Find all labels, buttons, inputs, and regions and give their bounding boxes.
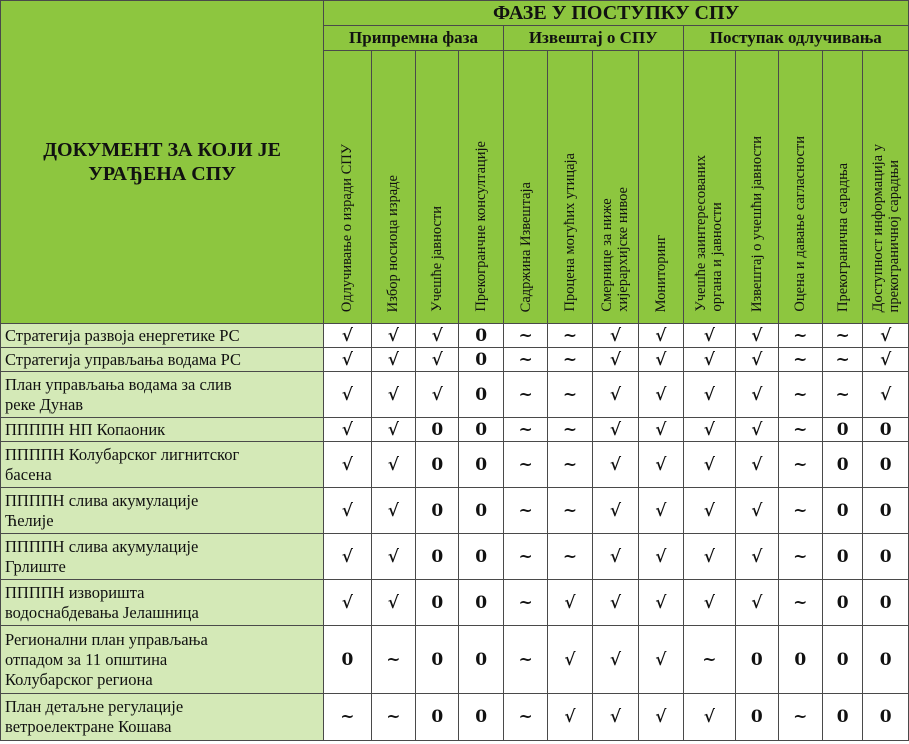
status-cell: √ xyxy=(639,348,683,372)
table-row xyxy=(1,442,909,488)
document-name-line: План управљања водама за слив xyxy=(5,374,232,394)
status-cell: √ xyxy=(324,372,371,418)
status-cell: 0 xyxy=(459,372,503,418)
column-header xyxy=(592,51,638,324)
status-cell: 0 xyxy=(778,626,822,694)
status-cell: √ xyxy=(371,348,415,372)
status-cell: 0 xyxy=(459,488,503,534)
column-header xyxy=(778,51,822,324)
column-header xyxy=(503,51,547,324)
column-header-line: Прекогранична сарадња xyxy=(834,162,851,312)
column-header-line: Смернице за ниже xyxy=(599,198,616,312)
status-cell: √ xyxy=(592,580,638,626)
status-cell: 0 xyxy=(822,626,862,694)
status-cell: 0 xyxy=(416,534,459,580)
status-cell: √ xyxy=(683,372,736,418)
status-cell: √ xyxy=(639,488,683,534)
status-cell: √ xyxy=(371,442,415,488)
status-cell: ~ xyxy=(503,418,547,442)
document-name xyxy=(1,324,324,348)
document-name-line: Регионални план управљања xyxy=(5,629,208,649)
status-cell: 0 xyxy=(863,442,909,488)
document-name-line: ветроелектране Кошава xyxy=(5,717,172,736)
status-cell: ~ xyxy=(778,372,822,418)
status-cell: 0 xyxy=(822,442,862,488)
column-header-line: Прекогранчне консултације xyxy=(473,141,490,312)
status-cell: ~ xyxy=(503,534,547,580)
status-cell: 0 xyxy=(416,580,459,626)
column-header xyxy=(822,51,862,324)
status-cell: 0 xyxy=(416,418,459,442)
status-cell: 0 xyxy=(324,626,371,694)
column-header-label xyxy=(385,167,401,318)
document-name xyxy=(1,348,324,372)
status-cell: √ xyxy=(371,580,415,626)
status-cell: √ xyxy=(683,348,736,372)
status-cell: √ xyxy=(548,694,592,741)
status-cell: √ xyxy=(371,488,415,534)
status-cell: ~ xyxy=(548,418,592,442)
table-row xyxy=(1,488,909,534)
column-header-label xyxy=(473,133,489,318)
document-name-line: ППППН слива акумулације xyxy=(5,536,199,556)
table-row xyxy=(1,534,909,580)
status-cell: √ xyxy=(736,372,778,418)
status-cell: √ xyxy=(592,418,638,442)
status-cell: 0 xyxy=(736,626,778,694)
status-cell: ~ xyxy=(822,324,862,348)
table-row xyxy=(1,626,909,694)
status-cell: 0 xyxy=(863,580,909,626)
column-header-label xyxy=(562,145,578,318)
status-cell: 0 xyxy=(736,694,778,741)
document-name-line: басена xyxy=(5,464,52,484)
column-header-label xyxy=(339,136,355,318)
status-cell: ~ xyxy=(548,348,592,372)
status-cell: √ xyxy=(736,534,778,580)
column-header-label xyxy=(749,128,765,318)
column-header-line: Избор носиоца израде xyxy=(385,174,402,312)
status-cell: √ xyxy=(416,324,459,348)
status-cell: √ xyxy=(736,488,778,534)
status-cell: 0 xyxy=(863,488,909,534)
status-cell: √ xyxy=(639,626,683,694)
status-cell: √ xyxy=(548,580,592,626)
status-cell: 0 xyxy=(822,694,862,741)
status-cell: ~ xyxy=(371,626,415,694)
column-header-line: Извештај о учешћи јавности xyxy=(748,135,765,312)
status-cell: ~ xyxy=(778,348,822,372)
status-cell: 0 xyxy=(863,418,909,442)
status-cell: ~ xyxy=(503,580,547,626)
status-cell: √ xyxy=(639,694,683,741)
column-header xyxy=(683,51,736,324)
status-cell: √ xyxy=(371,418,415,442)
column-header xyxy=(639,51,683,324)
document-name-line: ППППН слива акумулације xyxy=(5,490,199,510)
document-name-line: ППППН изворишта xyxy=(5,582,145,602)
status-cell: √ xyxy=(371,534,415,580)
status-cell: 0 xyxy=(822,488,862,534)
status-cell: 0 xyxy=(459,626,503,694)
status-cell: √ xyxy=(324,534,371,580)
table-row xyxy=(1,418,909,442)
document-name xyxy=(1,580,324,626)
status-cell: √ xyxy=(863,348,909,372)
column-header-label xyxy=(429,198,445,318)
table-row xyxy=(1,324,909,348)
status-cell: √ xyxy=(683,324,736,348)
document-name-line: Стратегија управљања водама РС xyxy=(5,349,241,369)
column-header-label xyxy=(599,179,631,318)
status-cell: ~ xyxy=(503,324,547,348)
status-cell: 0 xyxy=(459,324,503,348)
status-cell: 0 xyxy=(459,418,503,442)
document-name xyxy=(1,694,324,741)
status-cell: ~ xyxy=(548,372,592,418)
status-cell: 0 xyxy=(822,580,862,626)
status-cell: 0 xyxy=(416,626,459,694)
status-cell: ~ xyxy=(503,442,547,488)
column-header xyxy=(324,51,371,324)
status-cell: 0 xyxy=(416,442,459,488)
column-header-line: Процена могућих утицаја xyxy=(562,153,579,312)
status-cell: √ xyxy=(592,372,638,418)
document-name xyxy=(1,626,324,694)
document-name-line: отпадом за 11 општина xyxy=(5,649,168,669)
status-cell: √ xyxy=(371,324,415,348)
document-column-header: ДОКУМЕНТ ЗА КОЈИ ЈЕ УРАЂЕНА СПУ xyxy=(1,1,324,324)
status-cell: ~ xyxy=(548,442,592,488)
status-cell: ~ xyxy=(778,694,822,741)
status-cell: 0 xyxy=(459,442,503,488)
column-header-label xyxy=(835,155,851,318)
document-name xyxy=(1,372,324,418)
status-cell: √ xyxy=(639,442,683,488)
status-cell: √ xyxy=(371,372,415,418)
status-cell: ~ xyxy=(822,372,862,418)
status-cell: 0 xyxy=(863,626,909,694)
table-row xyxy=(1,348,909,372)
status-cell: ~ xyxy=(548,488,592,534)
status-cell: √ xyxy=(324,442,371,488)
status-cell: ~ xyxy=(778,324,822,348)
column-header xyxy=(459,51,503,324)
status-cell: √ xyxy=(639,324,683,348)
table-row xyxy=(1,372,909,418)
documents-body xyxy=(1,324,909,741)
column-header-label xyxy=(870,136,902,318)
document-name-line: План детаљне регулације xyxy=(5,697,184,716)
document-name-line: ППППН Колубарског лигнитског xyxy=(5,444,240,464)
column-header xyxy=(548,51,592,324)
status-cell: ~ xyxy=(503,348,547,372)
status-cell: 0 xyxy=(822,418,862,442)
status-cell: ~ xyxy=(324,694,371,741)
status-cell: √ xyxy=(736,580,778,626)
status-cell: √ xyxy=(592,348,638,372)
table-row xyxy=(1,580,909,626)
status-cell: ~ xyxy=(778,418,822,442)
status-cell: 0 xyxy=(459,348,503,372)
status-cell: √ xyxy=(639,534,683,580)
status-cell: ~ xyxy=(778,580,822,626)
status-cell: 0 xyxy=(459,534,503,580)
status-cell: √ xyxy=(736,418,778,442)
status-cell: 0 xyxy=(822,534,862,580)
status-cell: 0 xyxy=(863,694,909,741)
phases-title: ФАЗЕ У ПОСТУПКУ СПУ xyxy=(324,1,909,26)
status-cell: √ xyxy=(863,324,909,348)
column-header-label xyxy=(792,128,808,318)
document-name xyxy=(1,442,324,488)
column-header-line: Одлучивање о изради СПУ xyxy=(339,143,356,312)
column-header-line: хијерархијске нивое xyxy=(615,187,632,312)
column-header-line: прекограничној сарадњи xyxy=(885,159,902,312)
status-cell: ~ xyxy=(683,626,736,694)
status-cell: ~ xyxy=(503,488,547,534)
document-name-line: реке Дунав xyxy=(5,394,84,414)
status-cell: √ xyxy=(736,442,778,488)
status-cell: √ xyxy=(592,534,638,580)
document-name-line: Стратегија развоја енергетике РС xyxy=(5,325,240,345)
status-cell: √ xyxy=(324,580,371,626)
status-cell: √ xyxy=(683,418,736,442)
status-cell: 0 xyxy=(416,694,459,741)
status-cell: ~ xyxy=(778,488,822,534)
status-cell: √ xyxy=(592,324,638,348)
document-name xyxy=(1,488,324,534)
status-cell: √ xyxy=(592,488,638,534)
status-cell: ~ xyxy=(778,442,822,488)
status-cell: √ xyxy=(639,418,683,442)
status-cell: ~ xyxy=(503,694,547,741)
status-cell: √ xyxy=(639,580,683,626)
document-name-line: ППППН НП Копаоник xyxy=(5,419,166,439)
table-row xyxy=(1,694,909,741)
document-name-line: Колубарског региона xyxy=(5,669,153,689)
column-header xyxy=(736,51,778,324)
status-cell: 0 xyxy=(416,488,459,534)
column-header-line: Доступност информација у xyxy=(869,143,886,312)
column-header xyxy=(371,51,415,324)
status-cell: √ xyxy=(863,372,909,418)
status-cell: ~ xyxy=(548,534,592,580)
status-cell: ~ xyxy=(778,534,822,580)
column-header-label xyxy=(693,147,725,318)
document-name xyxy=(1,418,324,442)
phase-group-header: Припремна фаза xyxy=(324,26,504,51)
status-cell: √ xyxy=(683,534,736,580)
status-cell: √ xyxy=(683,488,736,534)
status-cell: √ xyxy=(324,324,371,348)
column-header-line: Учешће заинтересованих xyxy=(693,155,710,312)
status-cell: ~ xyxy=(822,348,862,372)
document-name xyxy=(1,534,324,580)
status-cell: √ xyxy=(683,580,736,626)
status-cell: √ xyxy=(683,694,736,741)
document-name-line: Грлиште xyxy=(5,556,66,576)
status-cell: √ xyxy=(592,442,638,488)
status-cell: 0 xyxy=(459,580,503,626)
status-cell: ~ xyxy=(371,694,415,741)
document-name-line: водоснабдевања Јелашница xyxy=(5,602,199,622)
column-header-line: Оцена и давање сагласности xyxy=(792,136,809,312)
status-cell: 0 xyxy=(863,534,909,580)
column-header-label xyxy=(518,174,534,318)
column-header-label xyxy=(653,227,669,318)
status-cell: √ xyxy=(639,372,683,418)
column-header-line: Садржина Извештаја xyxy=(517,181,534,312)
status-cell: √ xyxy=(683,442,736,488)
column-header xyxy=(863,51,909,324)
status-cell: √ xyxy=(416,348,459,372)
status-cell: ~ xyxy=(548,324,592,348)
status-cell: √ xyxy=(324,348,371,372)
column-header-line: Учешће јавности xyxy=(429,206,446,312)
column-header-line: Мониторинг xyxy=(652,234,669,312)
status-cell: √ xyxy=(548,626,592,694)
phase-group-header: Извештај о СПУ xyxy=(503,26,683,51)
column-header-line: органа и јавности xyxy=(709,202,726,312)
status-cell: √ xyxy=(592,694,638,741)
status-cell: ~ xyxy=(503,626,547,694)
status-cell: √ xyxy=(324,488,371,534)
status-cell: ~ xyxy=(503,372,547,418)
status-cell: √ xyxy=(324,418,371,442)
document-name-line: Ћелије xyxy=(5,510,54,530)
status-cell: 0 xyxy=(459,694,503,741)
status-cell: √ xyxy=(736,324,778,348)
phase-group-header: Поступак одлучивања xyxy=(683,26,908,51)
status-cell: √ xyxy=(592,626,638,694)
status-cell: √ xyxy=(416,372,459,418)
column-header xyxy=(416,51,459,324)
status-cell: √ xyxy=(736,348,778,372)
